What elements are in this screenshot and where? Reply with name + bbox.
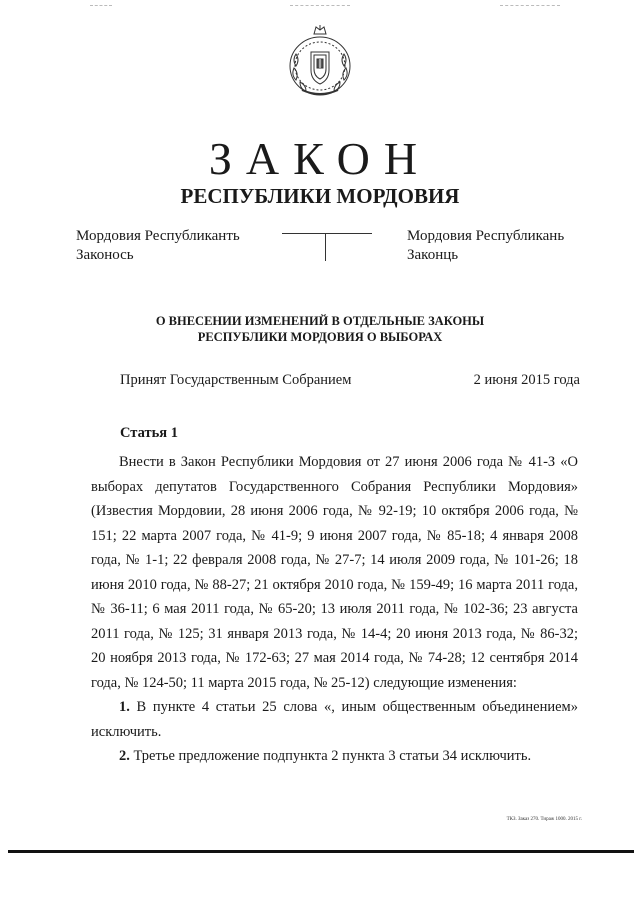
- scan-artifact: [90, 5, 112, 6]
- document-subtitle: РЕСПУБЛИКИ МОРДОВИЯ: [180, 184, 460, 208]
- law-heading-line2: РЕСПУБЛИКИ МОРДОВИЯ О ВЫБОРАХ: [197, 330, 443, 344]
- mokshan-title-line1: Мордовия Республиканть: [76, 228, 240, 244]
- law-heading: [60, 313, 580, 345]
- scan-artifact: [290, 5, 350, 6]
- erzyan-title-line2: Законць: [407, 247, 459, 263]
- article-intro-paragraph: Внести в Закон Республики Мордовия от 27 июня 2006 года № 41-З «О выборах депутатов Государственного Собрания Республики Мордовия» (Известия Мордовии, 28 июня 2006 года, № 92-19; 10 октября 2006 года, № 151; 22 марта 2007 года, № 41-9; 9 июня 2007 года, № 85-18; 4 января 2008 года, № 1-1; 22 февраля 2008 года, № 27-7; 14 июля 2009 года, № 101-26; 18 июня 2010 года, № 88-27; 21 октября 2010 года, № 159-49; 16 марта 2011 года, № 36-11; 6 мая 2011 года, № 65-20; 13 июля 2011 года, № 102-36; 23 августа 2011 года, № 125; 31 января 2013 года, № 14-4; 20 июня 2013 года, № 86-32; 20 ноября 2013 года, № 172-63; 27 мая 2014 года, № 74-28; 12 сентября 2014 года, № 124-50; 11 марта 2015 года, № 25-12) следующие изменения:: [91, 454, 578, 691]
- print-note: ТКЗ. Заказ 270. Тираж 1000. 2015 г.: [506, 817, 582, 822]
- adopted-date: 2 июня 2015 года: [473, 372, 580, 388]
- mokshan-title-block: [76, 227, 240, 265]
- item-number: 1.: [119, 699, 130, 715]
- bottom-rule: [8, 850, 634, 853]
- article-title: Статья 1: [120, 425, 178, 441]
- coat-of-arms-emblem: [286, 24, 354, 98]
- item-text: В пункте 4 статьи 25 слова «, иным общественным объединением» исключить.: [91, 699, 578, 740]
- item-text: Третье предложение подпункта 2 пункта 3 статьи 34 исключить.: [129, 748, 532, 764]
- article-body: [91, 450, 578, 769]
- mokshan-title-line2: Законось: [76, 247, 134, 263]
- erzyan-title-block: [407, 227, 564, 265]
- document-title: ЗАКОН: [208, 133, 432, 184]
- article-item-2: [91, 744, 578, 769]
- erzyan-title-line1: Мордовия Республикань: [407, 228, 565, 244]
- header-divider-vertical: [325, 233, 326, 261]
- law-heading-line1: О ВНЕСЕНИИ ИЗМЕНЕНИЙ В ОТДЕЛЬНЫЕ ЗАКОНЫ: [155, 314, 485, 328]
- item-number: 2.: [119, 748, 130, 764]
- header-divider-horizontal: [282, 233, 372, 234]
- adopted-label: Принят Государственным Собранием: [120, 372, 352, 388]
- article-item-1: [91, 695, 578, 744]
- scan-artifact: [500, 5, 560, 6]
